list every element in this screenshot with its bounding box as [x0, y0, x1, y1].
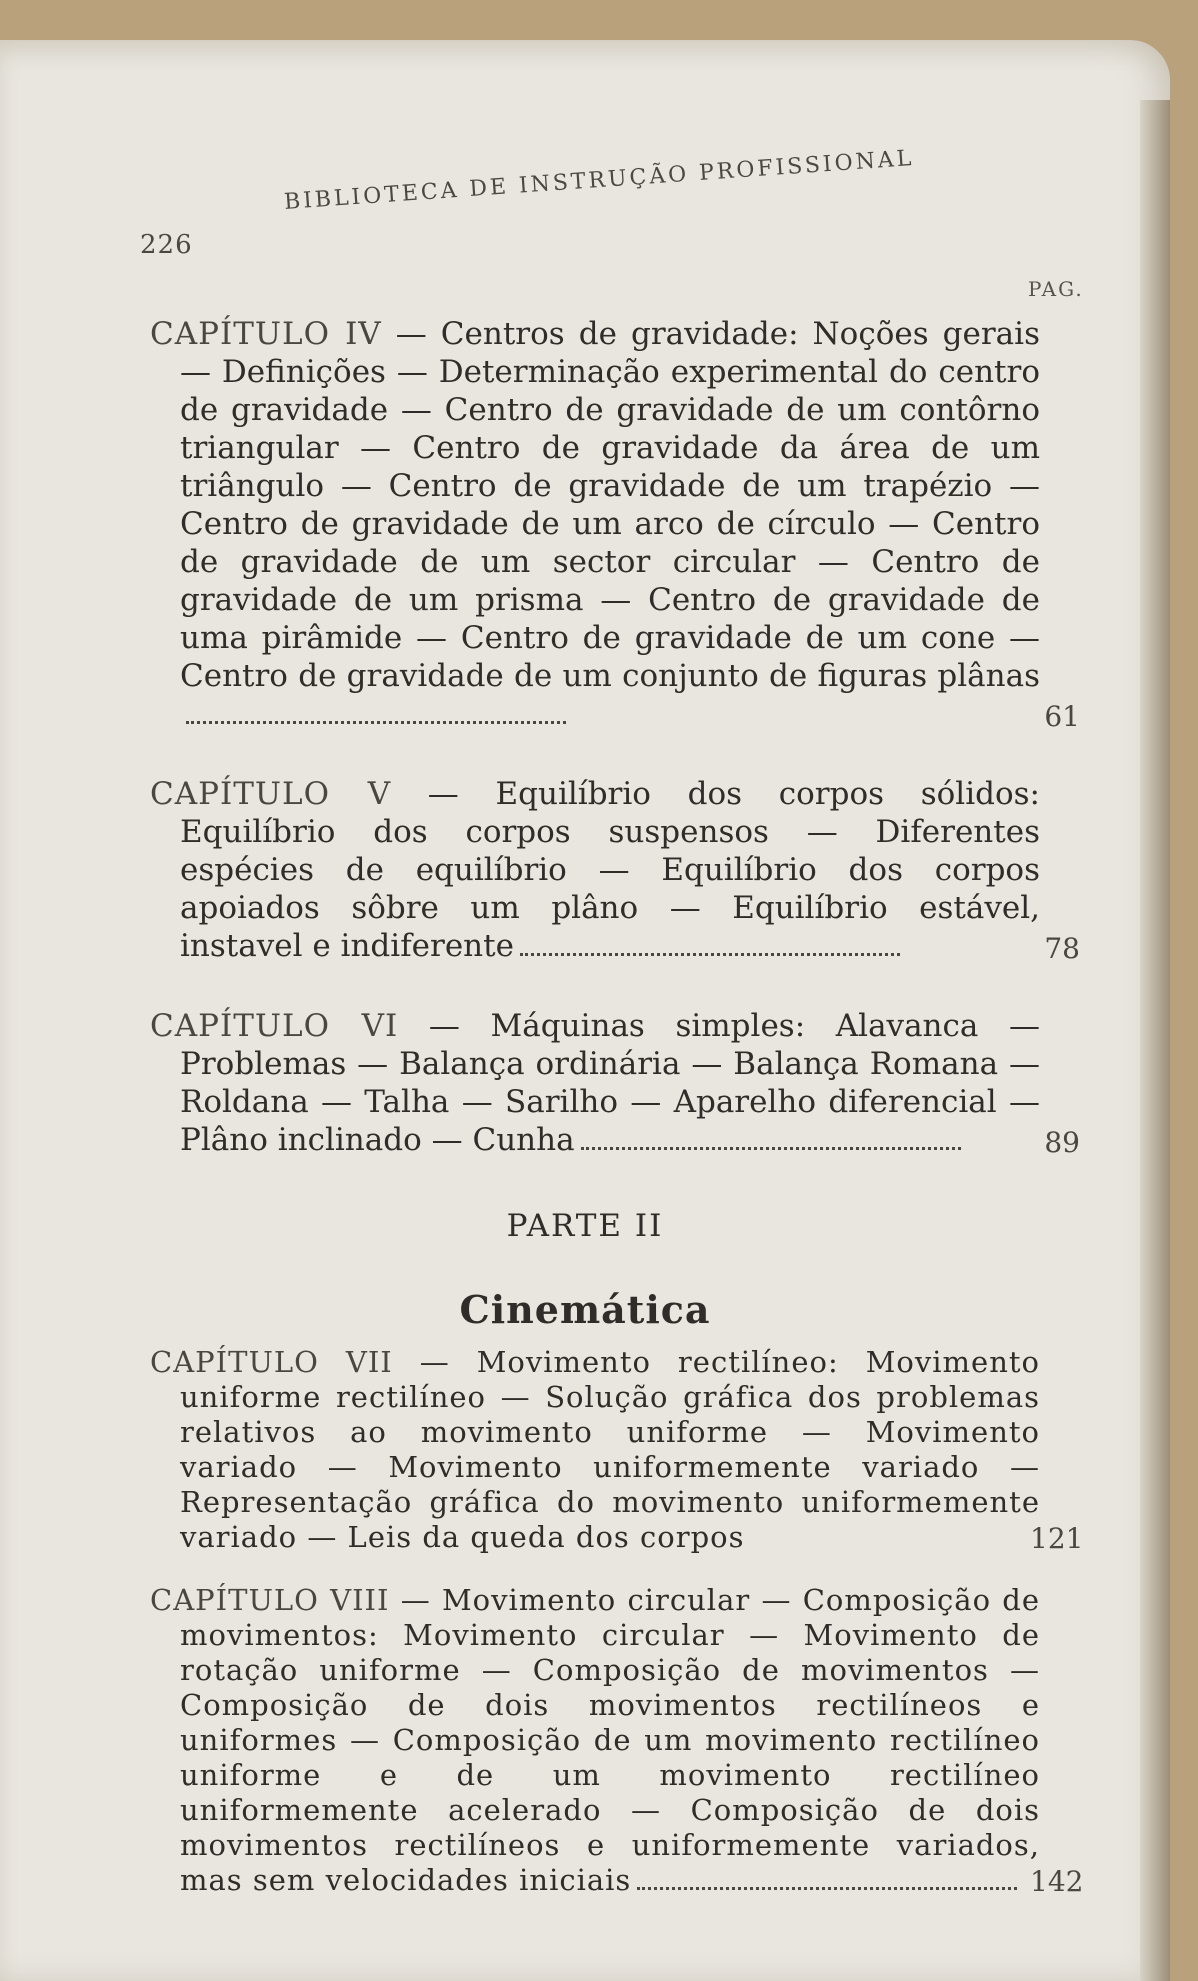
page-header [140, 145, 1040, 270]
toc-entry-chapter-vi [150, 1007, 1080, 1159]
chapter-description: — Máquinas simples: Alavanca — Problemas — Balança ordinária — Balança Romana — Roldana — Talha — Sarilho — Aparelho diferencial — Plâno inclinado — Cunha [180, 1008, 1040, 1158]
chapter-description: — Equilíbrio dos corpos sólidos: Equilíbrio dos corpos suspensos — Diferentes espécies de equilíbrio — Equilíbrio dos corpos apoiados sôbre um plâno — Equilíbrio estável, instavel e indiferente [180, 776, 1040, 964]
toc-entry-chapter-v [150, 775, 1080, 965]
chapter-description: — Movimento rectilíneo: Movimento uniforme rectilíneo — Solução gráfica dos problemas relativos ao movimento uniforme — Movimento variado — Movimento uniformemente variado — Representação gráfica do movimento uniformemente variado — Leis da queda dos corpos [180, 1345, 1040, 1554]
table-of-contents-part-ii [150, 1345, 1084, 1926]
page-reference: 61 [1044, 700, 1080, 733]
toc-entry-chapter-viii [150, 1583, 1084, 1898]
chapter-description: — Movimento circular — Composição de movimentos: Movimento circular — Movimento de rotação uniforme — Composição de movimentos — Composição de dois movimentos rectilíneos e uniformes — Composição de um movimento rectilíneo uniforme e de um movimento rectilíneo uniformemente acelerado — Composição de dois movimentos rectilíneos e uniformemente variados, mas sem velocidades iniciais [180, 1583, 1041, 1897]
part-label: PARTE II [506, 1208, 664, 1244]
toc-entry-text [150, 775, 1040, 965]
page-reference: 89 [1044, 1126, 1080, 1159]
toc-entry-chapter-vii [150, 1345, 1084, 1555]
chapter-label: CAPÍTULO VIII [150, 1583, 390, 1617]
toc-entry-chapter-iv [150, 315, 1080, 733]
toc-entry-text [150, 1007, 1040, 1159]
chapter-label: CAPÍTULO IV [150, 316, 382, 352]
chapter-description: — Centros de gravidade: Noções gerais — Definições — Determinação experimental do centro de gravidade — Centro de gravidade de um contôrno triangular — Centro de gravidade da área de um triângulo — Centro de gravidade de um trapézio — Centro de gravidade de um arco de círculo — Centro de gravidade de um sector circular — Centro de gravidade de um prisma — Centro de gravidade de uma pirâmide — Centro de gravidade de um cone — Centro de gravidade de um conjunto de figuras plânas [180, 316, 1040, 694]
toc-entry-text [150, 315, 1040, 733]
table-of-contents [150, 315, 1080, 1201]
toc-entry-text [150, 1345, 1040, 1555]
chapter-label: CAPÍTULO VII [150, 1345, 393, 1379]
section-title: Cinemática [459, 1287, 711, 1332]
pag-label: PAG. [1028, 277, 1084, 301]
running-head: BIBLIOTECA DE INSTRUÇÃO PROFISSIONAL [283, 145, 916, 215]
page-reference: 142 [1030, 1865, 1084, 1898]
dot-leaders [520, 943, 900, 956]
chapter-label: CAPÍTULO VI [150, 1008, 399, 1044]
dot-leaders [581, 1137, 961, 1150]
book-page [0, 40, 1170, 1981]
dot-leaders [637, 1877, 1017, 1890]
page-reference: 121 [1030, 1522, 1084, 1555]
chapter-label: CAPÍTULO V [150, 776, 392, 812]
page-edge [1140, 100, 1170, 1981]
page-reference: 78 [1044, 932, 1080, 965]
toc-entry-text [150, 1583, 1040, 1898]
dot-leaders [186, 711, 566, 724]
page-number: 226 [140, 230, 193, 260]
